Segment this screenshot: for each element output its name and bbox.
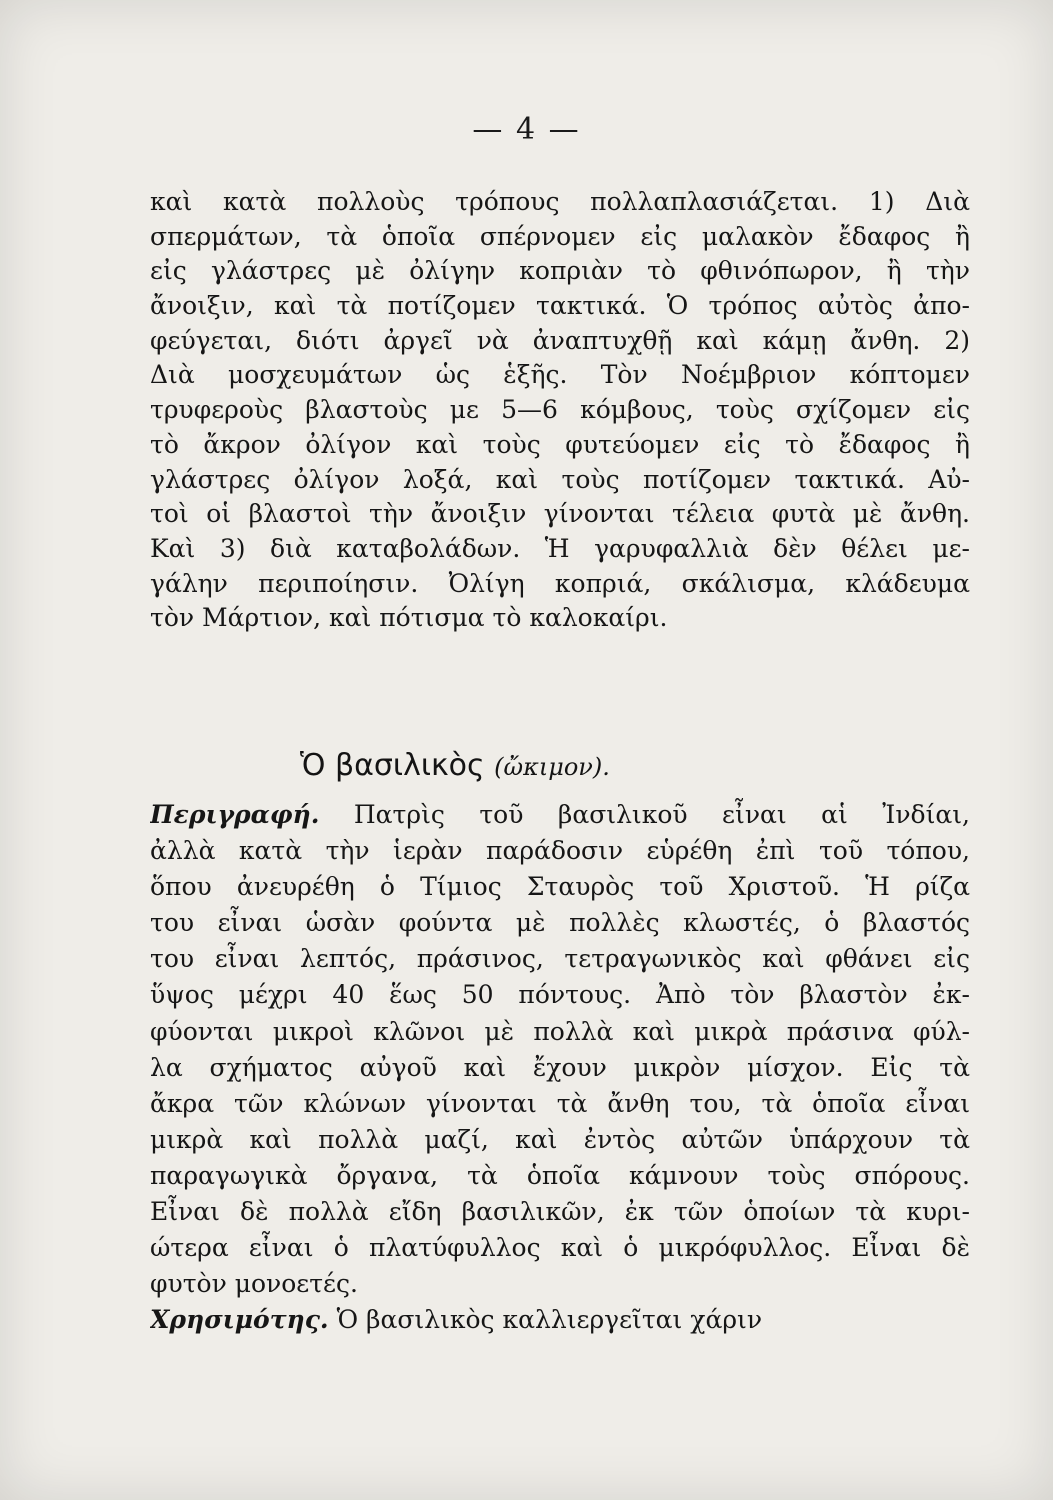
text-line: Εἶναι δὲ πολλὰ εἴδη βασιλικῶν, ἐκ τῶν ὁποίων τὰ κυρι- (150, 1197, 970, 1227)
text-line: γάλην περιποίησιν. Ὀλίγη κοπριά, σκάλισμα, κλάδευμα (150, 568, 970, 598)
text-line: γλάστρες ὀλίγον λοξά, καὶ τοὺς ποτίζομεν τακτικά. Αὐ- (150, 464, 970, 494)
section-title: Ὁ βασιλικὸς (300, 748, 485, 783)
text-line: τρυφεροὺς βλαστοὺς με 5—6 κόμβους, τοὺς σχίζομεν εἰς (150, 395, 970, 425)
text-line (150, 1302, 970, 1338)
text-line: φεύγεται, διότι ἀργεῖ νὰ ἀναπτυχθῇ καὶ κάμῃ ἄνθη. 2) (150, 325, 970, 355)
text-line: παραγωγικὰ ὄργανα, τὰ ὁποῖα κάμνουν τοὺς σπόρους. (150, 1160, 970, 1190)
text-line: τὸ ἄκρον ὀλίγον καὶ τοὺς φυτεύομεν εἰς τὸ ἔδαφος ἢ (150, 429, 970, 459)
text-line: ὕψος μέχρι 40 ἕως 50 πόντους. Ἀπὸ τὸν βλαστὸν ἐκ- (150, 980, 970, 1010)
text-line: ἄκρα τῶν κλώνων γίνονται τὰ ἄνθη του, τὰ ὁποῖα εἶναι (150, 1088, 970, 1118)
text-line: του εἶναι λεπτός, πράσινος, τετραγωνικὸς καὶ φθάνει εἰς (150, 944, 970, 974)
text-line: σπερμάτων, τὰ ὁποῖα σπέρνομεν εἰς μαλακὸν ἔδαφος ἢ (150, 221, 970, 251)
text-line: φύονται μικροὶ κλῶνοι μὲ πολλὰ καὶ μικρὰ πράσινα φύλ- (150, 1016, 970, 1046)
text-line: Διὰ μοσχευμάτων ὡς ἑξῆς. Τὸν Νοέμβριον κόπτομεν (150, 360, 970, 390)
text-line: λα σχήματος αὐγοῦ καὶ ἔχουν μικρὸν μίσχον. Εἰς τὰ (150, 1052, 970, 1082)
paragraph-basil-description (150, 797, 970, 1338)
page-number: — 4 — (472, 112, 581, 147)
text-line: Καὶ 3) διὰ καταβολάδων. Ἡ γαρυφαλλιὰ δὲν θέλει με- (150, 533, 970, 563)
text-line: ἄνοιξιν, καὶ τὰ ποτίζομεν τακτικά. Ὁ τρόπος αὐτὸς ἀπο- (150, 291, 970, 321)
text-line: φυτὸν μονοετές. (150, 1269, 358, 1299)
section-subtitle: (ὤκιμον). (494, 753, 610, 781)
description-first-line: Πατρὶς τοῦ βασιλικοῦ εἶναι αἱ Ἰνδίαι, (319, 800, 970, 829)
description-lines (150, 833, 970, 1302)
description-label: Περιγραφή. (150, 800, 320, 829)
text-line: εἰς γλάστρες μὲ ὀλίγην κοπριὰν τὸ φθινόπωρον, ἢ τὴν (150, 256, 970, 286)
text-line: ώτερα εἶναι ὁ πλατύφυλλος καὶ ὁ μικρόφυλλος. Εἶναι δὲ (150, 1233, 970, 1263)
text-line: του εἶναι ὡσὰν φούντα μὲ πολλὲς κλωστές, ὁ βλαστός (150, 908, 970, 938)
text-line: καὶ κατὰ πολλοὺς τρόπους πολλαπλασιάζεται. 1) Διὰ (150, 187, 970, 216)
text-line: μικρὰ καὶ πολλὰ μαζί, καὶ ἐντὸς αὐτῶν ὑπάρχουν τὰ (150, 1124, 970, 1154)
text-line: ὅπου ἀνευρέθη ὁ Τίμιος Σταυρὸς τοῦ Χριστοῦ. Ἡ ρίζα (150, 872, 970, 902)
usefulness-text: Ὁ βασιλικὸς καλλιεργεῖται χάριν (328, 1305, 763, 1335)
usefulness-label: Χρησιμότης. (150, 1305, 329, 1335)
paragraph-carnation-propagation (150, 185, 970, 636)
text-line: τὸν Μάρτιον, καὶ πότισμα τὸ καλοκαίρι. (150, 603, 668, 633)
text-line: ἀλλὰ κατὰ τὴν ἱερὰν παράδοσιν εὑρέθη ἐπὶ τοῦ τόπου, (150, 836, 970, 866)
text-line: τοὶ οἱ βλαστοὶ τὴν ἄνοιξιν γίνονται τέλεια φυτὰ μὲ ἄνθη. (150, 499, 970, 529)
text-line (150, 797, 970, 833)
section-heading (300, 748, 860, 783)
